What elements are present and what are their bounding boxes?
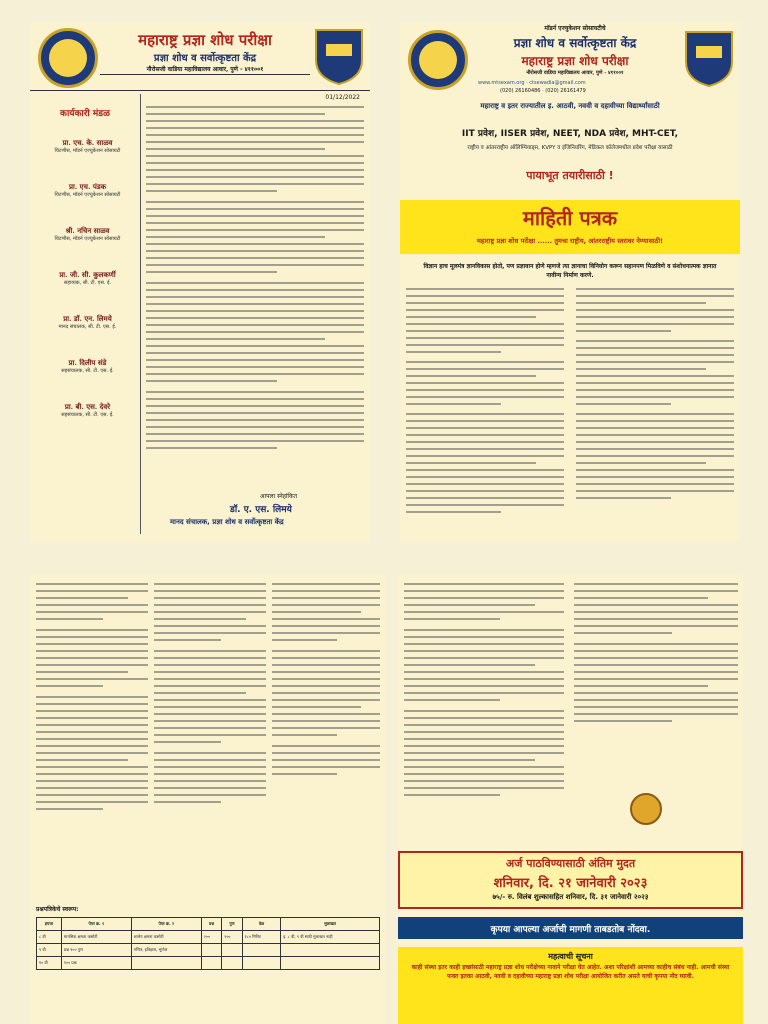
notice-title: महत्वाची सूचना [548,952,593,961]
letter-body [146,106,364,436]
contact-phone: (020) 26160486 · (020) 26161479 [500,88,586,94]
info-banner [400,200,740,254]
exam-list: IIT प्रवेश, IISER प्रवेश, NEET, NDA प्रवेश, MHT-CET, [461,129,679,139]
committee-member: प्रा. डॉ. एन. लिमये मानद संचालक, सी. टी. एस. ई. [58,314,117,330]
committee-member: प्रा. बी. एस. देवरे सहसंचालक, सी. टी. एस. ई. [61,402,114,418]
letter-date: 01/12/2022 [325,94,360,101]
table-header: इयत्ता [37,918,62,931]
bl-col-3 [272,583,380,893]
question-pattern-table [36,917,380,970]
table-header: वेळ [242,918,281,931]
table-row: ८ वी मानसिक क्षमता कसोटी शालेय क्षमता कसोटी २०० २०० १८० मिनिट इ. ८ वी, ९ वी साठी मुलाखत नाही [37,931,380,944]
mascot-icon [630,793,662,825]
advice-text: कृपया आपल्या अर्जाची मागणी ताबडतोब नोंदवा. [490,925,651,935]
brand-college: नौरोसजी वाडिया महाविद्यालय आवार, पुणे - ४११००१ [526,70,624,76]
college-logo [38,28,98,88]
table-row: ९ वी प्रश्न १०० गुण गणित, इतिहास, भूगोल [37,944,380,957]
table-header: मुलाखत [281,918,380,931]
deadline-title: अर्ज पाठविण्यासाठी अंतिम मुदत [505,857,636,870]
target-students: महाराष्ट्र व इतर राज्यातील इ. आठवी, नववी व दहावीच्या विद्यार्थ्यांसाठी [480,102,660,110]
committee-member: श्री. नचिन साळव चिटणीस, मॉडर्न एज्युकेशन सोसायटी [54,226,121,242]
brand-title: महाराष्ट्र प्रज्ञा शोध परीक्षा [138,31,272,49]
society-shield-logo [682,28,736,88]
committee-member: प्रा. एच. के. साळव चिटणीस, मॉडर्न एज्युकेशन सोसायटी [54,138,121,154]
info-tagline: महाराष्ट्र प्रज्ञा शोध परीक्षा ...... तुमचा राष्ट्रीय, आंतरराष्ट्रीय स्तरावर नेण्यासाठी! [477,237,663,245]
page-bottom-right [398,575,743,1024]
br-col-2 [574,583,738,793]
brand-title: प्रज्ञा शोध व सर्वोत्कृष्टता केंद्र [513,36,637,50]
committee-title: कार्यकारी मंडळ [60,109,110,119]
notice-box [398,947,743,1024]
table-header: पेपर क्र. २ [131,918,201,931]
committee-member: प्रा. एच. पंडक चिटणीस, मॉडर्न एज्युकेशन सोसायटी [54,182,121,198]
foundation-slogan: पायाभूत तयारीसाठी ! [526,169,614,182]
table-header: प्रश्न [201,918,221,931]
bl-col-2 [154,583,266,893]
advice-bar [398,917,743,939]
page-top-left [30,22,370,542]
late-fee: ७५/- रु. विलंब शुल्कासहित शनिवार, दि. ३१ जानेवारी २०२३ [492,893,649,901]
college-logo [408,30,468,90]
table-header: गुण [222,918,242,931]
bl-col-1 [36,583,148,893]
notice-text: काही संस्था इतर काही इच्छांसाठी महाराष्ट्र प्रज्ञा शोध परीक्षेच्या नावाने परीक्षा घेत आहेत. अशा परिक्षांशी आमच्या काहीच संबंध नाही. आमची संस्था फक्त इतका आठवी, नववी व दहावीच्या महाराष्ट्र प्रज्ञा शोध परीक्षा आयोजित करीत असते याची कृपया नोंद घ्यावी. [411,964,730,980]
society-name: मॉडर्न एज्युकेशन सोसायटीचे [544,25,606,32]
page-bottom-left [30,575,385,1024]
exam-list-sub: राष्ट्रीय व आंतरराष्ट्रीय ऑलिम्पियाड्स, KVPY व इंजिनियरिंग, मेडिकल कॉलेजमधील प्रवेश परीक्षा यासाठी [467,145,673,151]
society-shield-logo [312,26,366,86]
signatory-role: मानद संचालक, प्रज्ञा शोध व सर्वोत्कृष्टता केंद्र [170,518,284,526]
question-pattern-title: प्रश्नपत्रिकेचे स्वरूप: [36,906,79,913]
quote: विज्ञान हाच मूलमंत्र ज्ञानविकास होतो, पण प्रज्ञावान होणे म्हणजे त्या ज्ञानाचा विनियोग करून सहानपण मिळविणे व संशोधनात्मक ज्ञानात नावीन्य निर्माण करणे. [423,263,717,279]
sign-intro: आपला स्नेहांकित [260,493,298,500]
committee-member: प्रा. जी. सी. कुलकर्णी सहाय्यक, सी. टी. एस. ई. [59,270,116,286]
brand-subtitle: महाराष्ट्र प्रज्ञा शोध परीक्षा [521,54,629,68]
table-header: पेपर क्र. १ [61,918,131,931]
deadline-banner [398,851,743,909]
brand-subtitle: प्रज्ञा शोध व सर्वोत्कृष्टता केंद्र [153,53,257,64]
info-body-left [406,288,564,538]
signatory-name: डॉ. ए. एस. लिमये [230,505,292,515]
info-title: माहिती पत्रक [522,206,618,230]
info-body-right [576,288,734,538]
page-top-right [400,22,740,542]
deadline-date: शनिवार, दि. २१ जानेवारी २०२३ [493,876,648,891]
table-row: १० वी १०० प्रश्न [37,957,380,970]
br-col-1 [404,583,564,843]
contact-web: www.mtsexam.org · ctsewadia@gmail.com [478,80,586,86]
committee-sidebar [30,94,141,534]
committee-member: प्रा. दिलीप संडे सहसंचालक, सी. टी. एस. ई. [61,358,114,374]
brand-college: नौरोसजी वाडिया महाविद्यालय आवार, पुणे - ४११००१ [146,66,264,73]
